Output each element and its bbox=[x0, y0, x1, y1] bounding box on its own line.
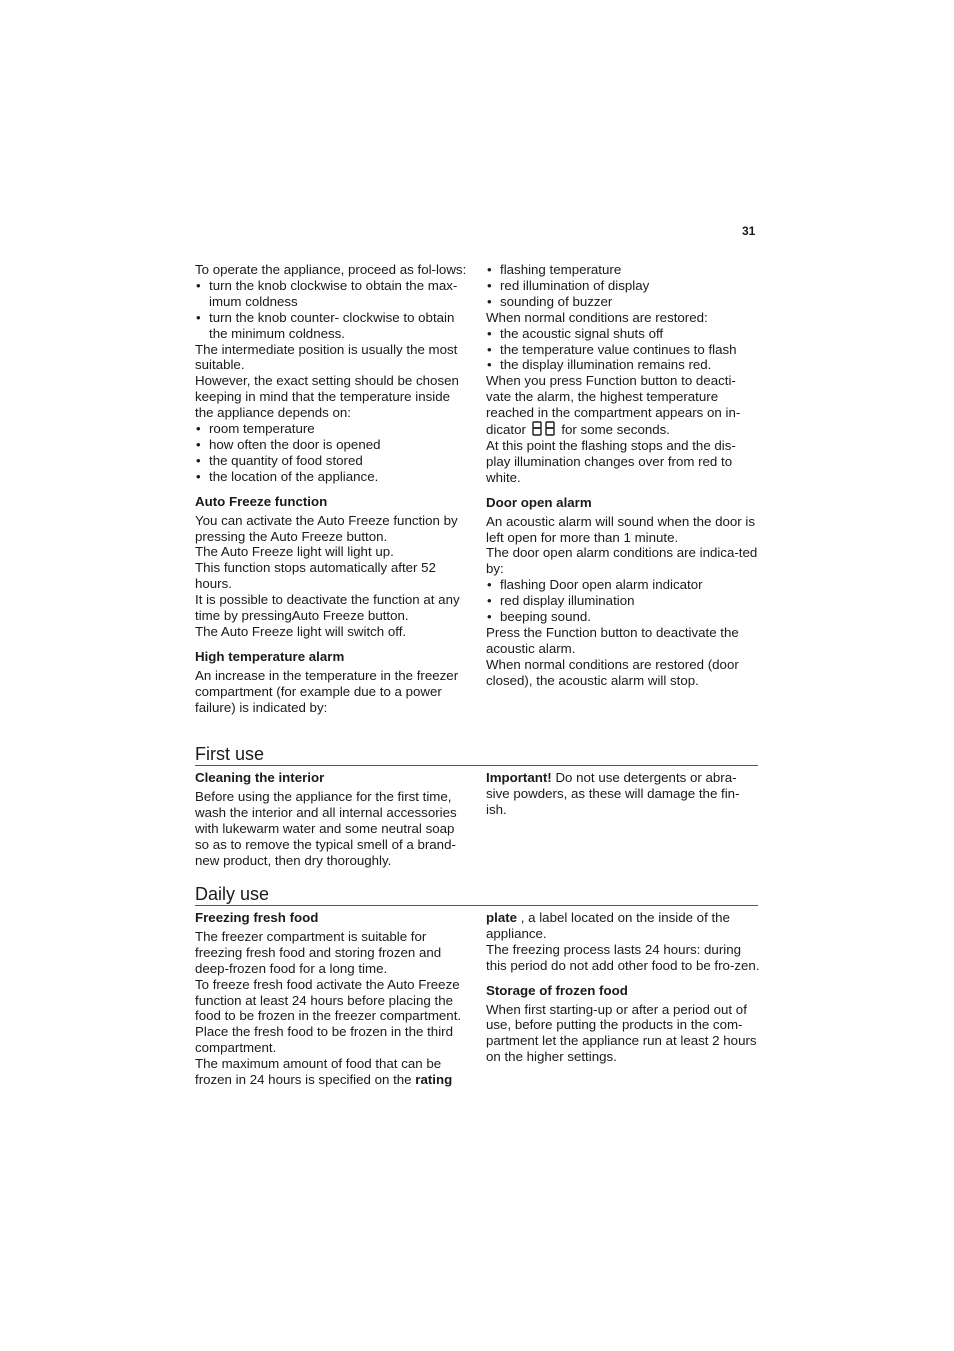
paragraph: The freezer compartment is suitable for freezing fresh food and storing frozen and deep-frozen food for a long time. bbox=[195, 928, 442, 976]
list-item: • turn the knob counter- clockwise to obtain the minimum coldness. bbox=[195, 310, 469, 342]
paragraph: The Auto Freeze light will switch off. bbox=[195, 623, 407, 639]
auto-freeze-heading: Auto Freeze function bbox=[195, 493, 328, 509]
list-item: • how often the door is opened bbox=[195, 437, 469, 453]
text: Do not use detergents or abra-sive powders, as these will damage the fin-ish. bbox=[486, 770, 740, 817]
list-item: • the location of the appliance. bbox=[195, 469, 469, 485]
paragraph: Press the Function button to deactivate the acoustic alarm. bbox=[486, 624, 739, 656]
rating-bold: rating bbox=[415, 1072, 453, 1088]
paragraph bbox=[486, 373, 760, 438]
daily-use-right bbox=[486, 910, 760, 1065]
paragraph: The freezing process lasts 24 hours: during this period do not add other food to be fro-zen. bbox=[486, 941, 760, 973]
first-use-right bbox=[486, 770, 760, 818]
paragraph: The intermediate position is usually the most suitable. bbox=[195, 341, 458, 373]
depends-list bbox=[195, 421, 469, 485]
daily-use-heading: Daily use bbox=[195, 884, 758, 906]
alarm-indicators-list bbox=[486, 262, 760, 310]
important-note bbox=[486, 770, 760, 818]
right-column-top bbox=[486, 262, 760, 689]
list-item: • flashing temperature bbox=[486, 262, 760, 278]
high-temp-heading: High temperature alarm bbox=[195, 648, 345, 664]
paragraph: The door open alarm conditions are indica-ted by: bbox=[486, 545, 758, 577]
paragraph: An acoustic alarm will sound when the door is left open for more than 1 minute. bbox=[486, 513, 756, 545]
list-item: • the temperature value continues to flash bbox=[486, 342, 760, 358]
plate-bold: plate bbox=[486, 910, 518, 925]
paragraph: When normal conditions are restored (door closed), the acoustic alarm will stop. bbox=[486, 656, 739, 688]
list-item: • the quantity of food stored bbox=[195, 453, 469, 469]
daily-use-left bbox=[195, 910, 469, 1088]
freezing-heading: Freezing fresh food bbox=[195, 910, 319, 925]
list-item: • beeping sound. bbox=[486, 609, 760, 625]
page-number: 31 bbox=[742, 224, 756, 238]
knob-list bbox=[195, 278, 469, 342]
restored-list bbox=[486, 326, 760, 374]
first-use-heading: First use bbox=[195, 744, 758, 766]
storage-heading: Storage of frozen food bbox=[486, 982, 628, 998]
text: When you press Function button to deacti-vate the alarm, the highest temperature reached in the compartment appears on in-dicator bbox=[486, 373, 741, 438]
list-item: • the display illumination remains red. bbox=[486, 357, 760, 373]
list-item: • room temperature bbox=[195, 421, 469, 437]
paragraph: An increase in the temperature in the freezer compartment (for example due to a power failure) is indicated by: bbox=[195, 667, 459, 715]
paragraph bbox=[195, 1056, 469, 1088]
left-column-top bbox=[195, 262, 469, 715]
paragraph bbox=[486, 910, 760, 942]
paragraph: Before using the appliance for the first time, wash the interior and all internal accessories with lukewarm water and some neutral soap so as to remove the typical smell of a brand-new product, then dry thoroughly. bbox=[195, 788, 457, 868]
paragraph: This function stops automatically after 52 hours. bbox=[195, 560, 436, 592]
first-use-left bbox=[195, 770, 469, 868]
paragraph: You can activate the Auto Freeze function by pressing the Auto Freeze button. bbox=[195, 512, 458, 544]
important-label: Important! bbox=[486, 770, 552, 785]
seven-segment-indicator-icon bbox=[532, 421, 556, 436]
paragraph: At this point the flashing stops and the dis-play illumination changes over from red to white. bbox=[486, 437, 736, 485]
list-item: • flashing Door open alarm indicator bbox=[486, 577, 760, 593]
cleaning-heading: Cleaning the interior bbox=[195, 770, 325, 785]
door-alarm-heading: Door open alarm bbox=[486, 494, 592, 510]
list-item: • sounding of buzzer bbox=[486, 294, 760, 310]
list-item: • turn the knob clockwise to obtain the max-imum coldness bbox=[195, 278, 469, 310]
paragraph: The Auto Freeze light will light up. bbox=[195, 544, 394, 560]
text: for some seconds. bbox=[561, 422, 670, 438]
text: The maximum amount of food that can be frozen in 24 hours is specified on the bbox=[195, 1056, 442, 1088]
paragraph: However, the exact setting should be chosen keeping in mind that the temperature inside the appliance depends on: bbox=[195, 373, 459, 421]
paragraph: When normal conditions are restored: bbox=[486, 309, 708, 325]
paragraph: To freeze fresh food activate the Auto Freeze function at least 24 hours before placing the food to be frozen in the freezer compartment. bbox=[195, 976, 462, 1024]
paragraph: When first starting-up or after a period out of use, before putting the products in the com-partment let the appliance run at least 2 hours on the higher settings. bbox=[486, 1001, 757, 1065]
list-item: • the acoustic signal shuts off bbox=[486, 326, 760, 342]
list-item: • red illumination of display bbox=[486, 278, 760, 294]
list-item: • red display illumination bbox=[486, 593, 760, 609]
paragraph: It is possible to deactivate the function at any time by pressingAuto Freeze button. bbox=[195, 592, 460, 624]
paragraph: Place the fresh food to be frozen in the third compartment. bbox=[195, 1024, 453, 1056]
text: , a label located on the inside of the appliance. bbox=[486, 910, 730, 941]
door-alarm-list bbox=[486, 577, 760, 625]
operate-intro: To operate the appliance, proceed as fol-lows: bbox=[195, 262, 467, 277]
